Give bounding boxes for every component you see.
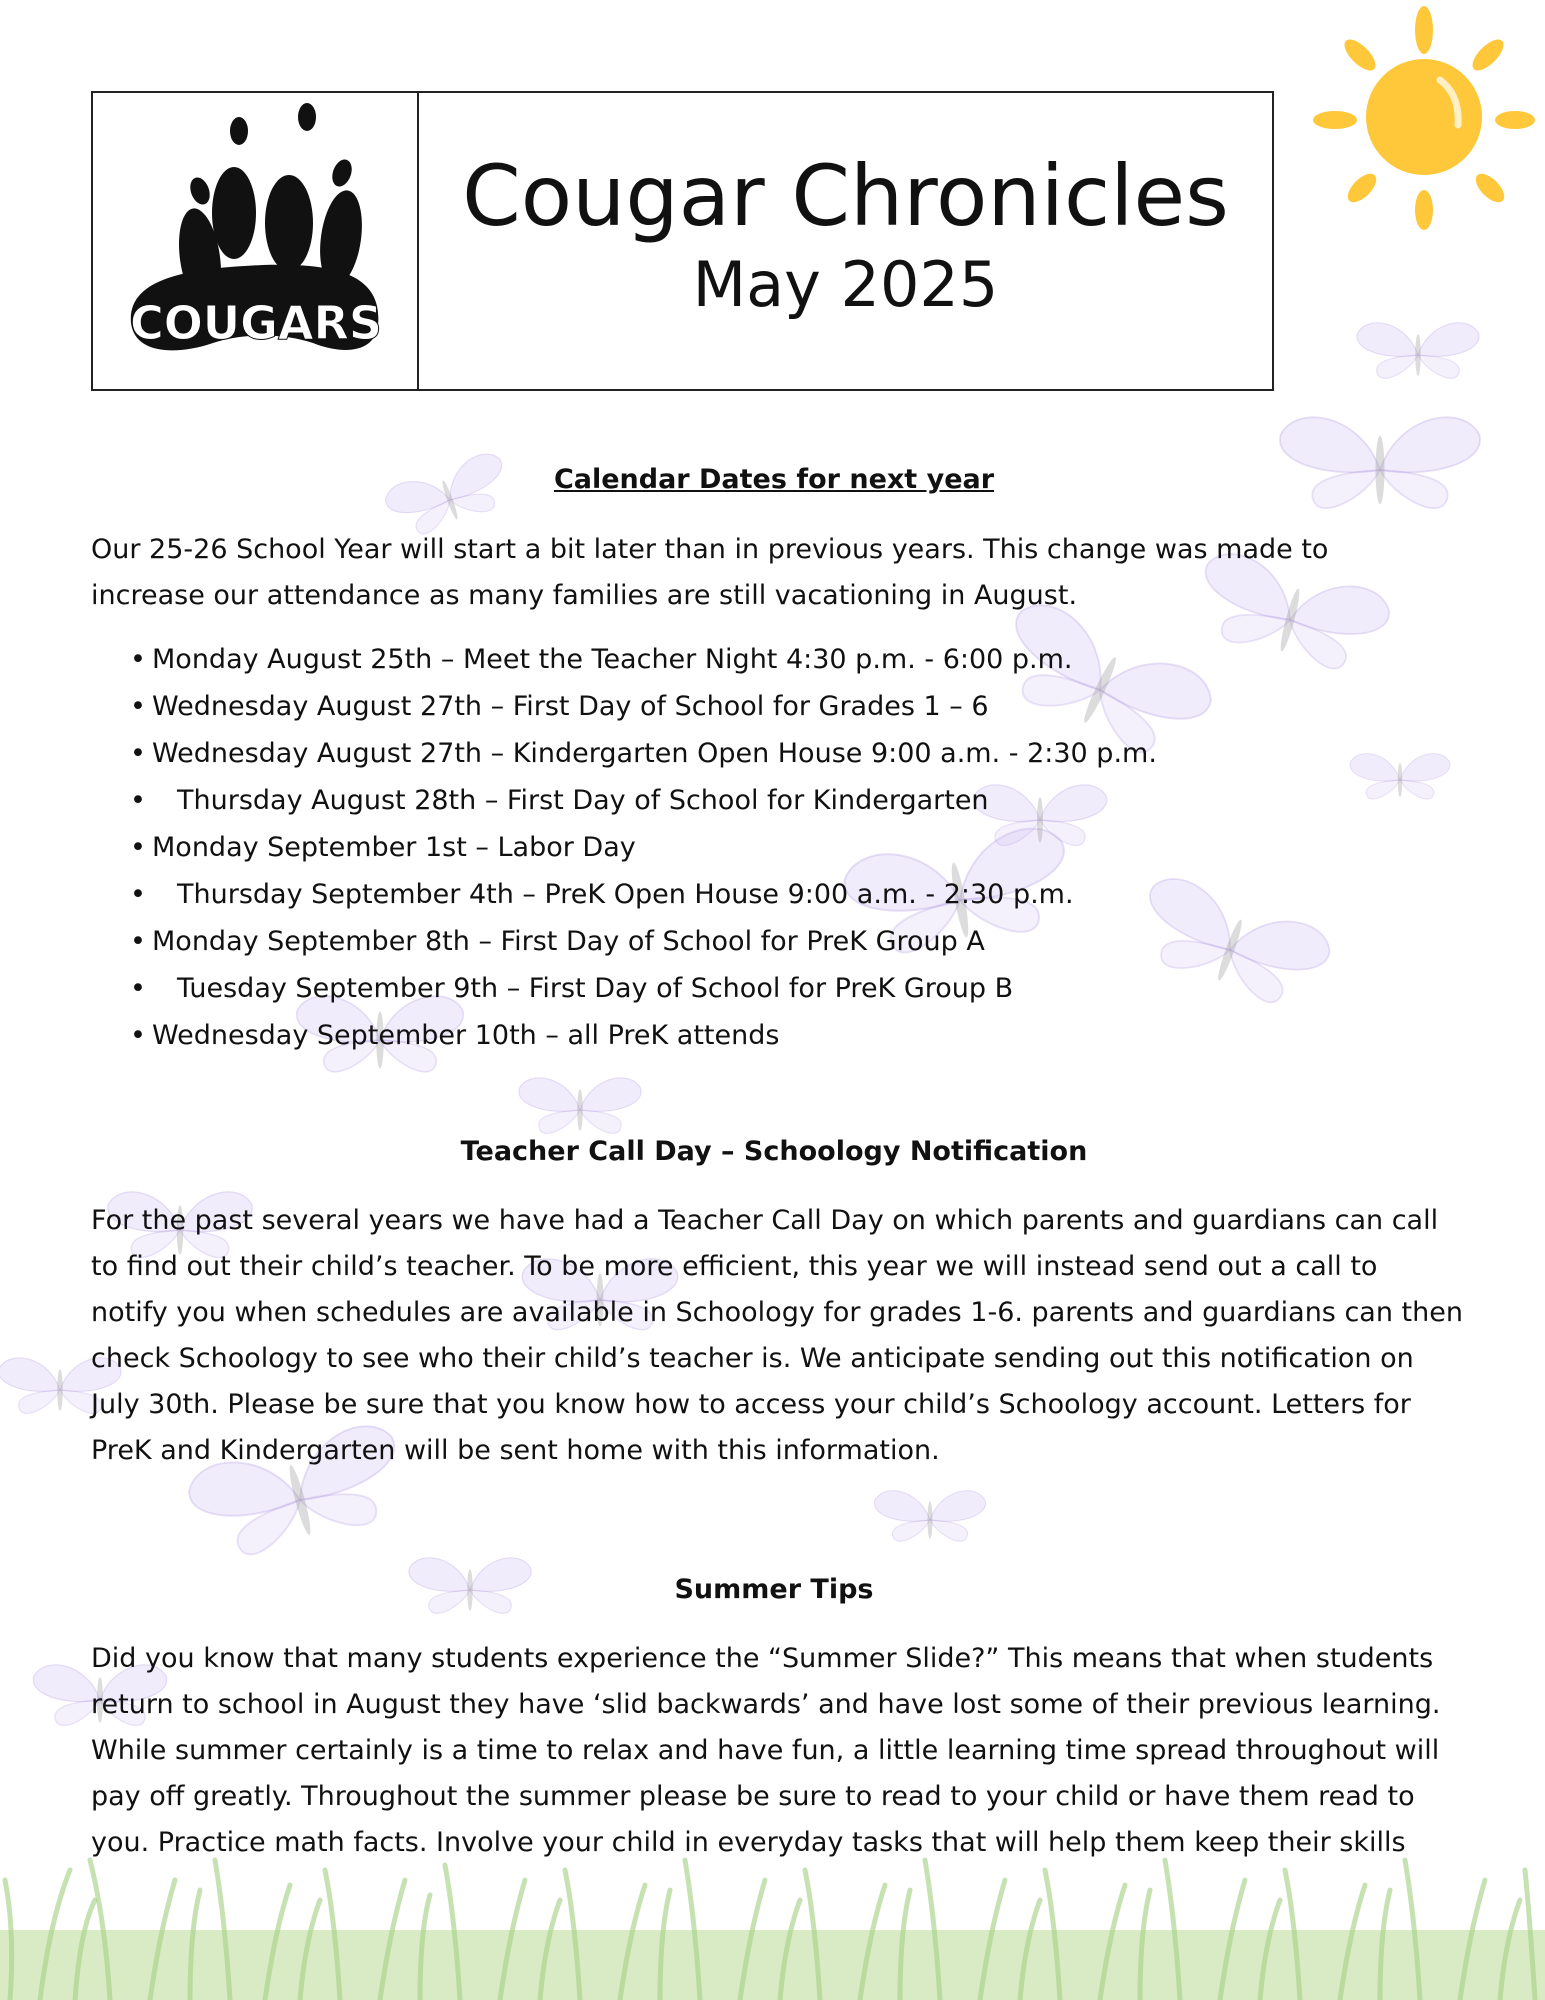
list-item: • Wednesday September 10th – all PreK attends	[130, 1020, 780, 1051]
newsletter-title: Cougar Chronicles	[462, 146, 1229, 245]
calendar-heading: Calendar Dates for next year	[553, 464, 995, 495]
list-item: • Monday September 1st – Labor Day	[130, 832, 636, 863]
title-area	[419, 93, 1272, 389]
paw-print-icon	[93, 93, 413, 389]
list-item: • Tuesday September 9th – First Day of School for PreK Group B	[130, 973, 1014, 1004]
list-item: • Thursday September 4th – PreK Open House 9:00 a.m. - 2:30 p.m.	[130, 879, 1074, 910]
teacher-call-heading: Teacher Call Day – Schoology Notification	[460, 1136, 1088, 1167]
list-item: • Wednesday August 27th – First Day of School for Grades 1 – 6	[130, 691, 989, 722]
logo-text: COUGARS	[129, 296, 383, 350]
list-item: • Monday August 25th – Meet the Teacher Night 4:30 p.m. - 6:00 p.m.	[130, 644, 1073, 675]
calendar-intro-line-1: Our 25-26 School Year will start a bit later than in previous years. This change was made to	[91, 534, 1329, 565]
summer-tips-heading: Summer Tips	[674, 1574, 874, 1605]
list-item: • Monday September 8th – First Day of School for PreK Group A	[130, 926, 985, 957]
calendar-intro	[91, 527, 1491, 619]
calendar-intro-line-2: increase our attendance as many families are still vacationing in August.	[91, 580, 1078, 611]
issue-date: May 2025	[692, 248, 999, 321]
list-item: • Wednesday August 27th – Kindergarten Open House 9:00 a.m. - 2:30 p.m.	[130, 738, 1157, 769]
summer-tips-body: Did you know that many students experience the “Summer Slide?” This means that when students return to school in August they have ‘slid backwards’ and have lost some of their previous learning. While summer certainly is a time to relax and have fun, a little learning time spread throughout will pay off greatly. Throughout the summer please be sure to read to your child or have them read to you. Practice math facts. Involve your child in everyday tasks that will help them keep their skills	[91, 1643, 1441, 1858]
masthead	[91, 91, 1274, 391]
teacher-call-body: For the past several years we have had a Teacher Call Day on which parents and guardians can call to find out their child’s teacher. To be more efficient, this year we will instead send out a call to notify you when schedules are available in Schoology for grades 1-6. parents and guardians can then check Schoology to see who their child’s teacher is. We anticipate sending out this notification on July 30th. Please be sure that you know how to access your child’s Schoology account. Letters for PreK and Kindergarten will be sent home with this information.	[91, 1205, 1463, 1466]
logo	[93, 93, 419, 389]
list-item: • Thursday August 28th – First Day of School for Kindergarten	[130, 785, 989, 816]
calendar-list	[130, 636, 1157, 1059]
